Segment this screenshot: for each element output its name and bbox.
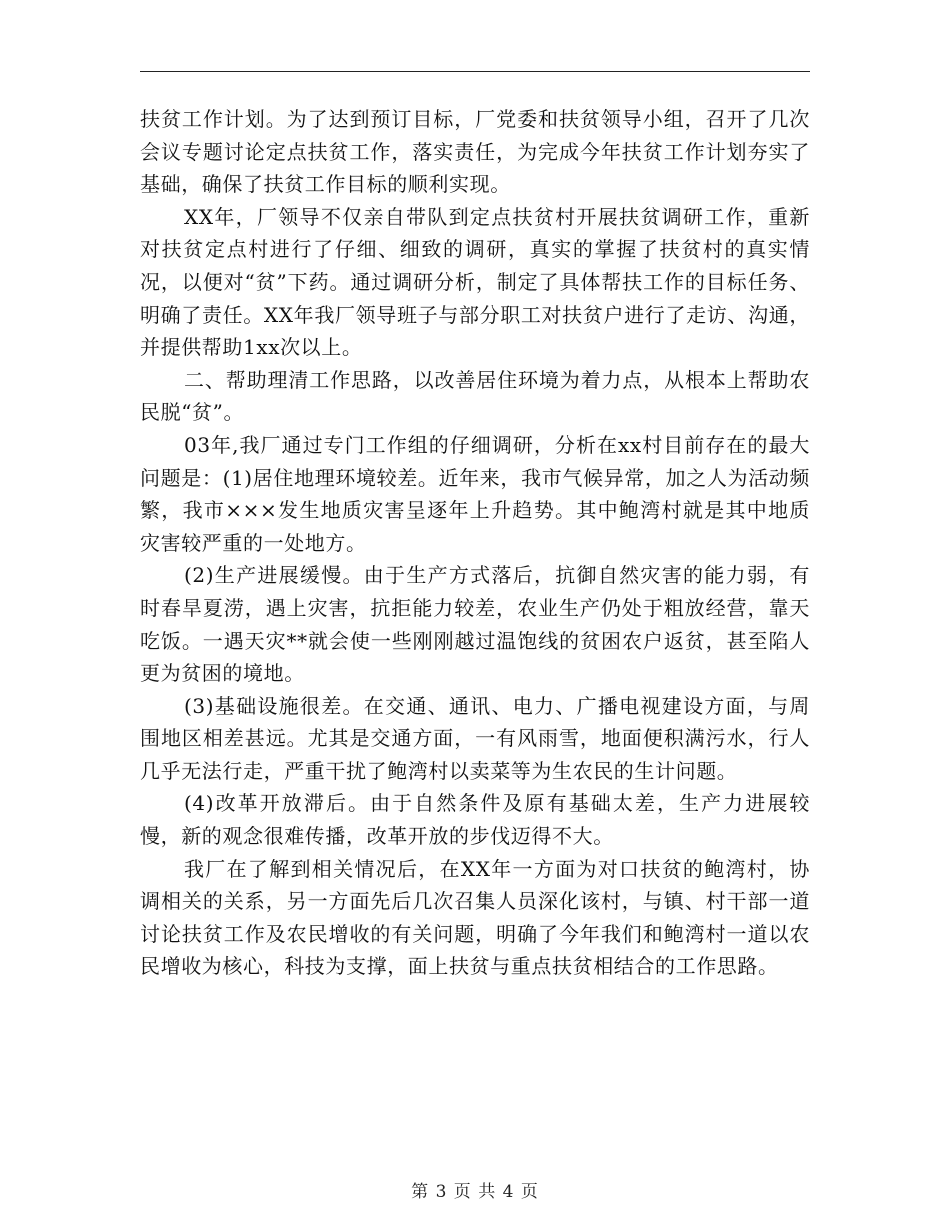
paragraph: 03年,我厂通过专门工作组的仔细调研，分析在xx村目前存在的最大问题是：(1)居住地理环境较差。近年来，我市气候异常，加之人为活动频繁，我市×××发生地质灾害呈逐年上升趋势。其中鲍湾村就是其中地质灾害较严重的一处地方。 [140,432,810,555]
paragraph: XX年，厂领导不仅亲自带队到定点扶贫村开展扶贫调研工作，重新对扶贫定点村进行了仔细、细致的调研，真实的掌握了扶贫村的真实情况，以便对“贫”下药。通过调研分析，制定了具体帮扶工作的目标任务、明确了责任。XX年我厂领导班子与部分职工对扶贫户进行了走访、沟通，并提供帮助1xx次以上。 [140,204,810,360]
document-body [140,103,810,983]
header-rule [140,71,810,72]
paragraph: (3)基础设施很差。在交通、通讯、电力、广播电视建设方面，与周围地区相差甚远。尤其是交通方面，一有风雨雪，地面便积满污水，行人几乎无法行走，严重干扰了鲍湾村以卖菜等为生农民的生计问题。 [140,693,810,783]
paragraph: 扶贫工作计划。为了达到预订目标，厂党委和扶贫领导小组，召开了几次会议专题讨论定点扶贫工作，落实责任，为完成今年扶贫工作计划夯实了基础，确保了扶贫工作目标的顺利实现。 [140,107,810,197]
paragraph: (2)生产进展缓慢。由于生产方式落后，抗御自然灾害的能力弱，有时春旱夏涝，遇上灾害，抗拒能力较差，农业生产仍处于粗放经营，靠天吃饭。一遇天灾**就会使一些刚刚越过温饱线的贫困农户返贫，甚至陷人更为贫困的境地。 [140,563,810,686]
section-heading: 二、帮助理清工作思路，以改善居住环境为着力点，从根本上帮助农民脱“贫”。 [140,367,810,425]
paragraph: (4)改革开放滞后。由于自然条件及原有基础太差，生产力进展较慢，新的观念很难传播，改革开放的步伐迈得不大。 [140,791,810,849]
page-number: 第 3 页 共 4 页 [411,1182,539,1202]
paragraph: 我厂在了解到相关情况后，在XX年一方面为对口扶贫的鲍湾村，协调相关的关系，另一方面先后几次召集人员深化该村，与镇、村干部一道讨论扶贫工作及农民增收的有关问题，明确了今年我们和鲍湾村一道以农民增收为核心，科技为支撑，面上扶贫与重点扶贫相结合的工作思路。 [140,856,810,979]
